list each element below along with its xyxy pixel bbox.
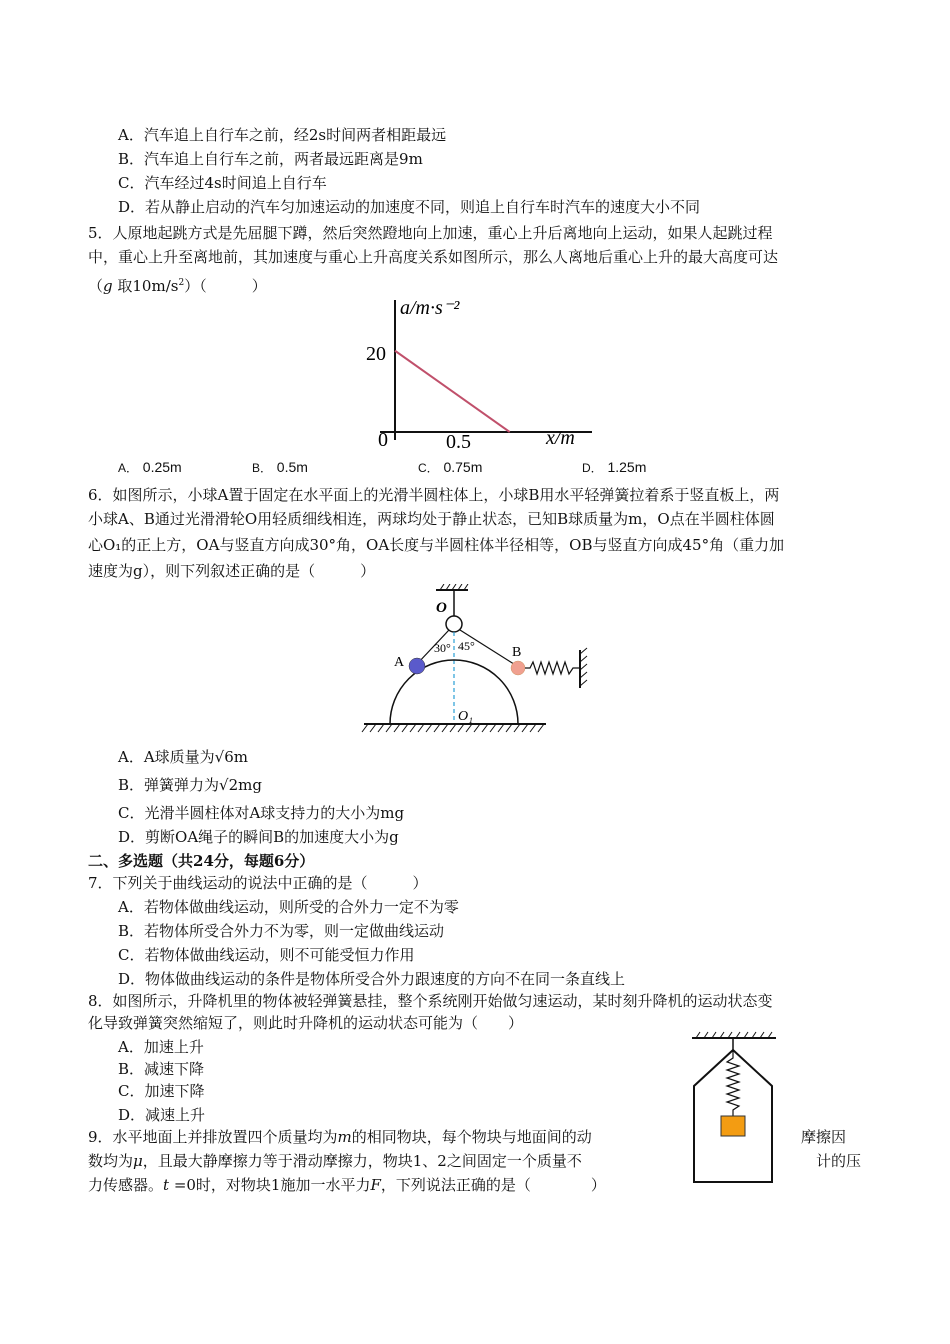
- q9-stem-line1-end: 摩擦因: [801, 1128, 847, 1146]
- q9-stem-line3: 力传感器。t =0时，对物块1施加一水平力F，下列说法正确的是（ ）: [88, 1176, 606, 1194]
- q9-stem-line2: 数均为μ，且最大静摩擦力等于滑动摩擦力，物块1、2之间固定一个质量不: [88, 1152, 582, 1170]
- q5-option-c: C． 0.75m: [418, 459, 483, 475]
- q7-stem: 7．下列关于曲线运动的说法中正确的是（ ）: [88, 874, 428, 892]
- series-line: [395, 351, 510, 432]
- label-a: A: [394, 655, 405, 670]
- q5-stem-line1: 5．人原地起跳方式是先屈腿下蹲，然后突然蹬地向上加速，重心上升后离地向上运动，如果人起跳过程: [88, 224, 773, 242]
- q8-stem-line1: 8．如图所示，升降机里的物体被轻弹簧悬挂，整个系统刚开始做匀速运动，某时刻升降机的运动状态变: [88, 992, 773, 1010]
- label-b: B: [512, 645, 522, 660]
- q5-option-a: A． 0.25m: [118, 459, 182, 475]
- q4-option-d: D．若从静止启动的汽车匀加速运动的加速度不同，则追上自行车时汽车的速度大小不同: [118, 198, 701, 216]
- label-o1: O₁: [458, 709, 473, 724]
- q8-option-a: A．加速上升: [118, 1038, 204, 1056]
- x-axis-label: x/m: [546, 427, 575, 449]
- q8-option-d: D．减速上升: [118, 1106, 206, 1124]
- block: [721, 1116, 745, 1136]
- acceleration-height-graph: [360, 292, 600, 452]
- q6-stem-line4: 速度为g），则下列叙述正确的是（ ）: [88, 562, 376, 580]
- ball-a: [409, 658, 425, 674]
- q6-option-b: B．弹簧弹力为√2mg: [118, 776, 262, 794]
- q4-option-c: C．汽车经过4s时间追上自行车: [118, 174, 327, 192]
- q7-option-a: A．若物体做曲线运动，则所受的合外力一定不为零: [118, 898, 459, 916]
- q6-stem-line2: 小球A、B通过光滑滑轮O用轻质细线相连，两球均处于静止状态，已知B球质量为m，O点在半圆柱体圆: [88, 510, 775, 528]
- q6-option-a: A．A球质量为√6m: [118, 748, 248, 766]
- spring: [525, 662, 580, 674]
- x-tick-label: 0.5: [446, 431, 471, 452]
- q5-stem-line3: （g 取$10m/s^2$）（ ）: [88, 277, 267, 295]
- ball-b: [511, 661, 525, 675]
- q5-stem-line2: 中，重心上升至离地前，其加速度与重心上升高度关系如图所示，那么人离地后重心上升的最大高度可达: [88, 248, 779, 266]
- q8-stem-line2: 化导致弹簧突然缩短了，则此时升降机的运动状态可能为（ ）: [88, 1014, 524, 1032]
- q7-option-b: B．若物体所受合外力不为零，则一定做曲线运动: [118, 922, 445, 940]
- q5-option-d: D． 1.25m: [582, 459, 647, 475]
- angle-30: 30°: [434, 641, 451, 655]
- angle-45: 45°: [458, 639, 475, 653]
- q4-option-b: B．汽车追上自行车之前，两者最远距离是9m: [118, 150, 423, 168]
- q6-stem-line3: 心O₁的正上方，OA与竖直方向成30°角，OA长度与半圆柱体半径相等，OB与竖直方向成45°角（重力加: [88, 536, 785, 554]
- pulley-icon: [446, 616, 462, 632]
- q8-option-c: C．加速下降: [118, 1082, 205, 1100]
- spring: [727, 1050, 739, 1116]
- section-heading: 二、多选题（共24分，每题6分）: [88, 852, 315, 870]
- label-o: O: [436, 600, 447, 616]
- q7-option-c: C．若物体做曲线运动，则不可能受恒力作用: [118, 946, 415, 964]
- y-tick-label: 20: [366, 343, 386, 365]
- y-axis-label: a/m·s⁻²: [400, 297, 460, 319]
- q5-option-b: B． 0.5m: [252, 459, 308, 475]
- q9-stem-line2-end: 计的压: [816, 1152, 862, 1170]
- q7-option-d: D．物体做曲线运动的条件是物体所受合外力跟速度的方向不在同一条直线上: [118, 970, 626, 988]
- pulley-hemisphere-diagram: [360, 584, 600, 736]
- elevator-spring-diagram: [686, 1026, 782, 1186]
- origin-label: 0: [378, 429, 388, 451]
- q6-option-d: D．剪断OA绳子的瞬间B的加速度大小为g: [118, 828, 399, 846]
- q9-stem-line1: 9．水平地面上并排放置四个质量均为m的相同物块，每个物块与地面间的动: [88, 1128, 592, 1146]
- q6-stem-line1: 6．如图所示，小球A置于固定在水平面上的光滑半圆柱体上，小球B用水平轻弹簧拉着系于竖直板上，两: [88, 486, 780, 504]
- q4-option-a: A．汽车追上自行车之前，经2s时间两者相距最远: [118, 126, 447, 144]
- q8-option-b: B．减速下降: [118, 1060, 205, 1078]
- q6-option-c: C．光滑半圆柱体对A球支持力的大小为mg: [118, 804, 405, 822]
